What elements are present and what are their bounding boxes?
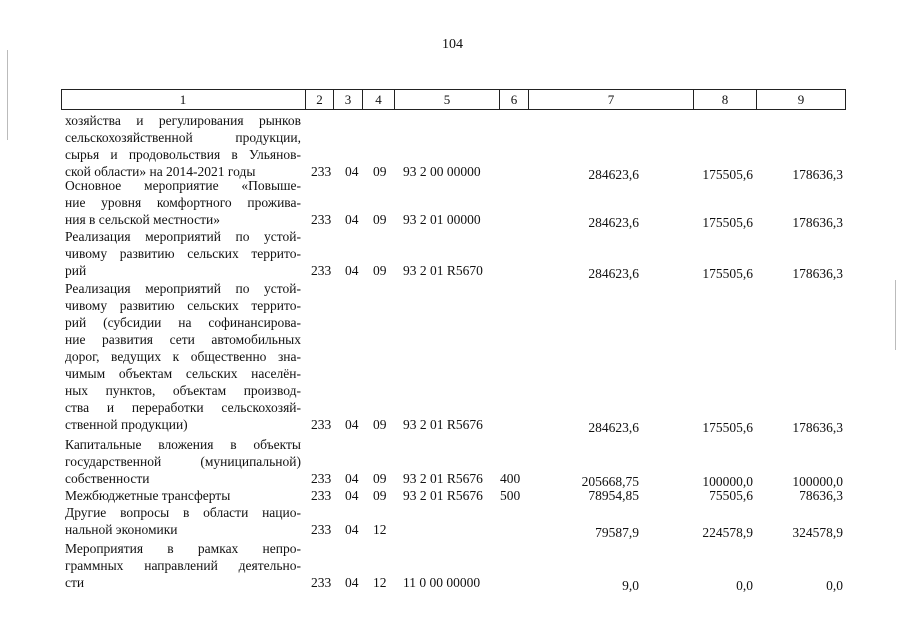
header-col-2: 2 [316, 92, 323, 107]
cell-col-6: 500 [500, 488, 521, 503]
cell-col-7: 284623,6 [588, 266, 639, 281]
cell-col-8: 175505,6 [702, 215, 753, 230]
cell-col-8: 100000,0 [702, 474, 753, 489]
row-description [65, 228, 301, 279]
cell-col-4: 09 [373, 212, 387, 227]
cell-col-5: 93 2 00 00000 [403, 164, 481, 179]
description-line: хозяйства и регулирования рынков [65, 113, 301, 128]
description-line: Капитальные вложения в объекты [65, 437, 301, 452]
cell-col-8: 175505,6 [702, 420, 753, 435]
cell-col-6: 400 [500, 471, 521, 486]
cell-col-9: 78636,3 [799, 488, 843, 503]
description-line: ства и переработки сельскохозяй- [65, 400, 301, 415]
description-line: нальной экономики [65, 522, 178, 537]
description-line: ственной продукции) [65, 417, 188, 432]
header-col-6: 6 [510, 92, 518, 107]
cell-col-2: 233 [311, 212, 332, 227]
description-line: граммных направлений деятельно- [65, 558, 301, 573]
scan-edge-mark [895, 280, 896, 350]
description-line: государственной (муниципальной) [65, 454, 301, 469]
header-col-5: 5 [443, 92, 451, 107]
description-line: сырья и продовольствия в Ульянов- [65, 147, 301, 162]
row-description [65, 504, 301, 538]
description-line: дорог, ведущих к общественно зна- [65, 349, 301, 364]
description-line: рий [65, 263, 87, 278]
header-col-8: 8 [721, 92, 729, 107]
cell-col-9: 178636,3 [792, 215, 843, 230]
cell-col-3: 04 [345, 471, 359, 486]
cell-col-2: 233 [311, 575, 332, 590]
cell-col-7: 78954,85 [588, 488, 639, 503]
cell-col-3: 04 [345, 263, 359, 278]
cell-col-2: 233 [311, 417, 332, 432]
table-header [61, 89, 846, 110]
row-description [65, 487, 301, 504]
cell-col-4: 09 [373, 471, 387, 486]
cell-col-3: 04 [345, 164, 359, 179]
cell-col-3: 04 [345, 575, 359, 590]
page-number: 104 [442, 37, 463, 52]
cell-col-5: 93 2 01 R5676 [403, 471, 483, 486]
cell-col-9: 0,0 [826, 578, 843, 593]
cell-col-4: 12 [373, 575, 387, 590]
description-line: ние развития сети автомобильных [65, 332, 301, 347]
scan-edge-mark [7, 50, 8, 140]
cell-col-2: 233 [311, 471, 332, 486]
description-line: сти [65, 575, 85, 590]
cell-col-9: 178636,3 [792, 266, 843, 281]
cell-col-2: 233 [311, 522, 332, 537]
cell-col-4: 09 [373, 263, 387, 278]
cell-col-3: 04 [345, 488, 359, 503]
description-line: Другие вопросы в области нацио- [65, 505, 301, 520]
description-line: чимым объектам сельских населён- [65, 366, 301, 381]
cell-col-7: 284623,6 [588, 167, 639, 182]
cell-col-9: 100000,0 [792, 474, 843, 489]
cell-col-7: 284623,6 [588, 420, 639, 435]
cell-col-4: 09 [373, 488, 387, 503]
cell-col-7: 205668,75 [581, 474, 639, 489]
description-line: Реализация мероприятий по устой- [65, 281, 301, 296]
description-line: сельскохозяйственной продукции, [65, 130, 301, 145]
cell-col-9: 178636,3 [792, 420, 843, 435]
cell-col-7: 9,0 [622, 578, 639, 593]
description-line: Мероприятия в рамках непро- [65, 541, 301, 556]
cell-col-5: 11 0 00 00000 [403, 575, 481, 590]
cell-col-7: 79587,9 [595, 525, 639, 540]
description-line: Межбюджетные трансферты [65, 488, 231, 503]
header-col-9: 9 [797, 92, 805, 107]
cell-col-8: 175505,6 [702, 266, 753, 281]
cell-col-9: 178636,3 [792, 167, 843, 182]
header-col-1: 1 [179, 92, 187, 107]
cell-col-4: 12 [373, 522, 387, 537]
row-description [65, 112, 301, 180]
description-line: ных пунктов, объектам производ- [65, 383, 301, 398]
header-col-4: 4 [375, 92, 382, 107]
cell-col-2: 233 [311, 488, 332, 503]
cell-col-4: 09 [373, 417, 387, 432]
description-line: чивому развитию сельских террито- [65, 246, 301, 261]
cell-col-5: 93 2 01 R5670 [403, 263, 483, 278]
cell-col-2: 233 [311, 164, 332, 179]
description-line: Основное мероприятие «Повыше- [65, 178, 301, 193]
cell-col-5: 93 2 01 R5676 [403, 417, 483, 432]
description-line: ния в сельской местности» [65, 212, 220, 227]
header-col-3: 3 [344, 92, 352, 107]
cell-col-7: 284623,6 [588, 215, 639, 230]
header-col-7: 7 [607, 92, 615, 107]
cell-col-8: 75505,6 [709, 488, 753, 503]
row-description [65, 540, 301, 591]
description-line: Реализация мероприятий по устой- [65, 229, 301, 244]
cell-col-3: 04 [345, 522, 359, 537]
description-line: собственности [65, 471, 150, 486]
cell-col-4: 09 [373, 164, 387, 179]
cell-col-8: 0,0 [736, 578, 753, 593]
cell-col-3: 04 [345, 417, 359, 432]
cell-col-5: 93 2 01 00000 [403, 212, 481, 227]
cell-col-2: 233 [311, 263, 332, 278]
description-line: ской области» на 2014-2021 годы [65, 164, 256, 179]
row-description [65, 436, 301, 487]
cell-col-8: 175505,6 [702, 167, 753, 182]
description-line: ние уровня комфортного прожива- [65, 195, 301, 210]
cell-col-8: 224578,9 [702, 525, 753, 540]
cell-col-5: 93 2 01 R5676 [403, 488, 483, 503]
row-description [65, 280, 301, 433]
row-description [65, 177, 301, 228]
description-line: рий (субсидии на софинансирова- [65, 315, 301, 330]
cell-col-3: 04 [345, 212, 359, 227]
cell-col-9: 324578,9 [792, 525, 843, 540]
description-line: чивому развитию сельских террито- [65, 298, 301, 313]
